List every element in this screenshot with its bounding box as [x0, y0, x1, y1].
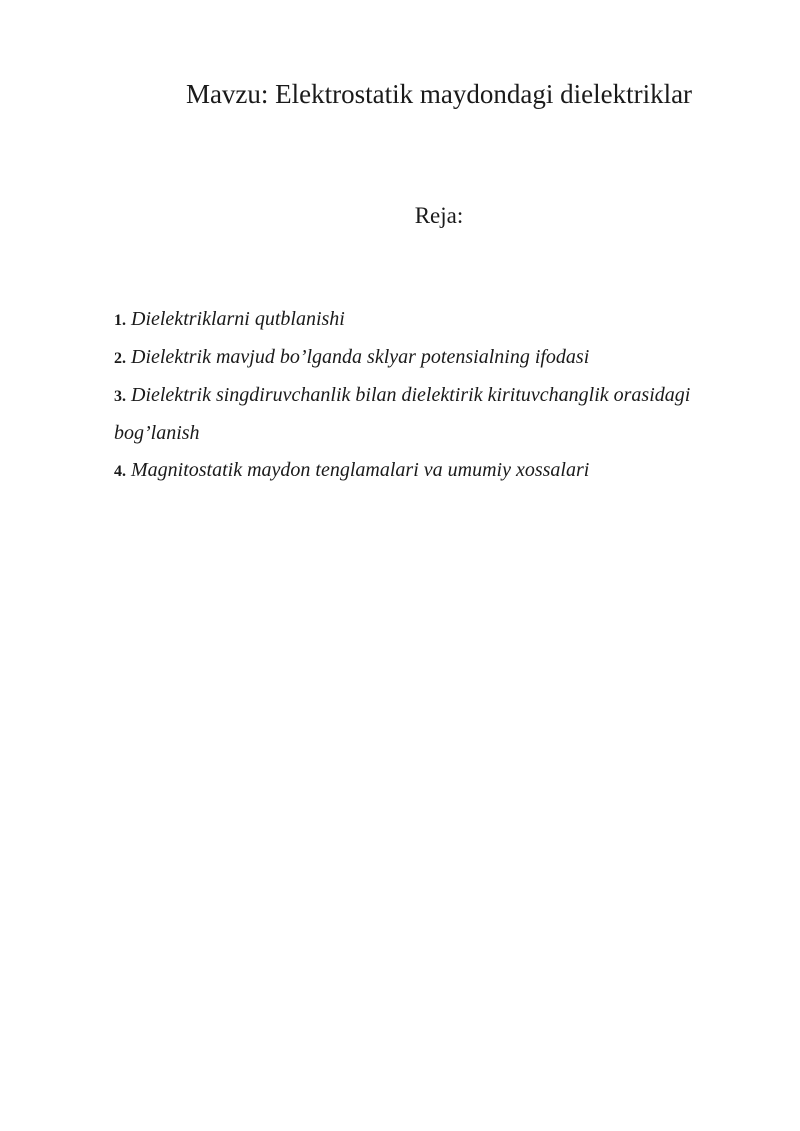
- list-item-number: 2.: [114, 350, 126, 367]
- list-item: [114, 301, 746, 339]
- list-item: [114, 377, 746, 452]
- list-item: [114, 452, 746, 490]
- list-item-text: Dielektrik mavjud bo’lganda sklyar potensialning ifodasi: [131, 346, 590, 368]
- list-item-number: 3.: [114, 388, 126, 405]
- list-item-text: Dielektriklarni qutblanishi: [131, 308, 345, 330]
- list-item-text: Magnitostatik maydon tenglamalari va umumiy xossalari: [131, 459, 590, 481]
- list-item-number: 1.: [114, 312, 126, 329]
- plan-list: [114, 301, 746, 490]
- page-title: Mavzu: Elektrostatik maydondagi dielektriklar: [185, 79, 693, 109]
- plan-heading: Reja:: [414, 203, 464, 228]
- list-item: [114, 339, 746, 377]
- list-item-number: 4.: [114, 463, 126, 480]
- list-item-text: Dielektrik singdiruvchanlik bilan dielektirik kirituvchanglik orasidagi bog’lanish: [114, 384, 691, 444]
